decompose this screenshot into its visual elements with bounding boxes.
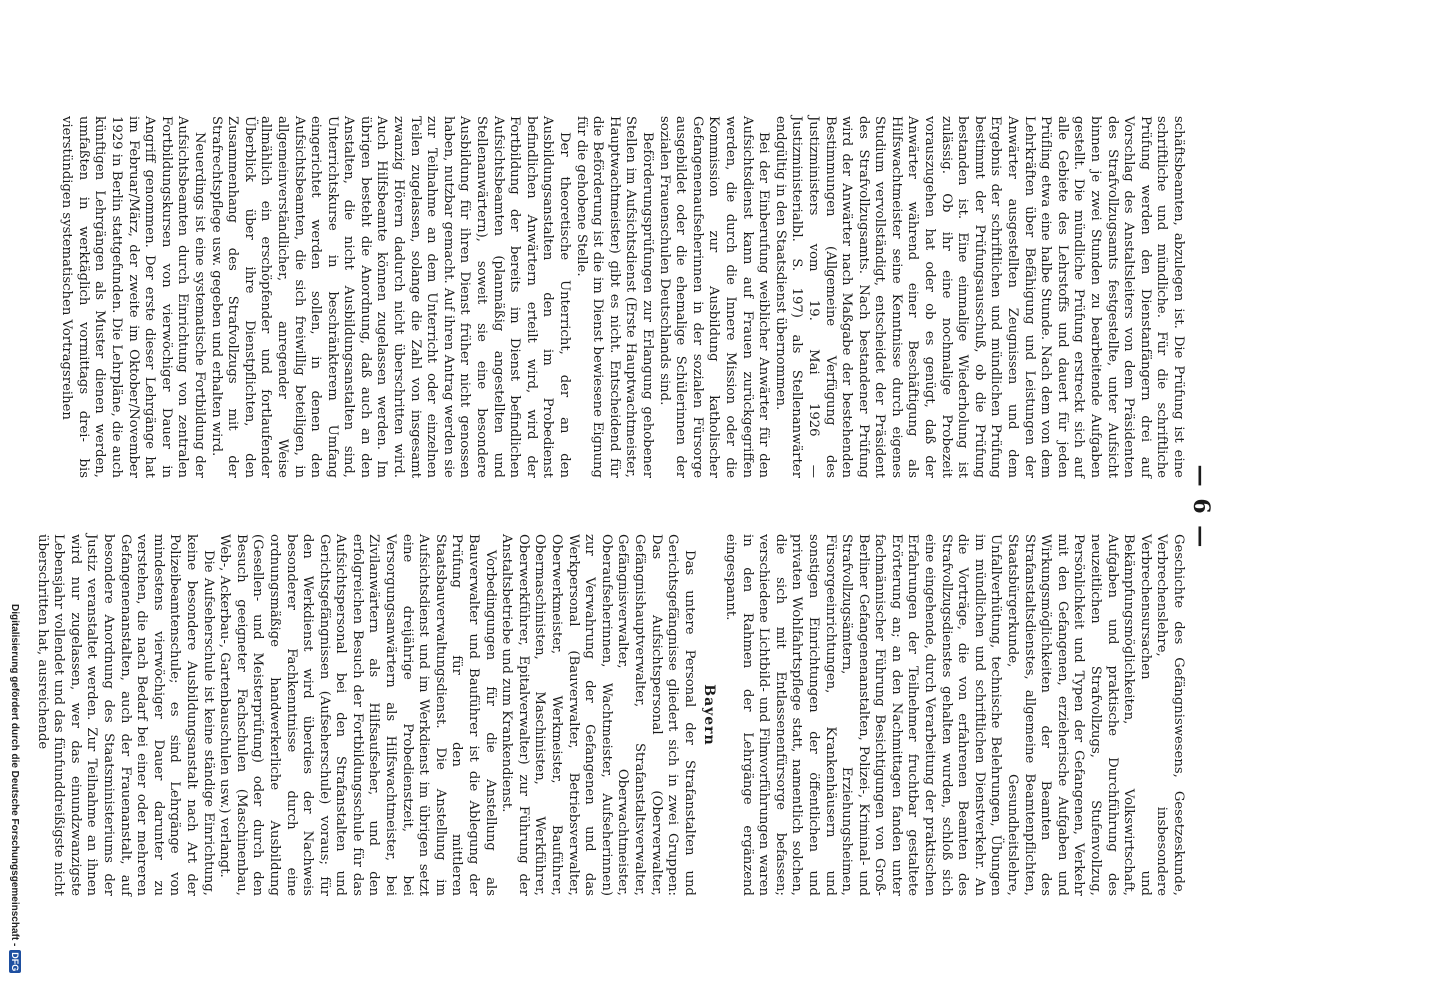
stamp-text: Digitalisierung gefördert durch die Deutsche Forschungsgemeinschaft -: [9, 604, 21, 947]
paragraph: Das untere Personal der Strafanstalten und Gerichtsgefängnisse gliedert sich in zwei Gruppen: Das Aufsichtspersonal (Oberverwalter, Gefängnishauptverwalter, Strafanstaltsverwalter, Gefängnisverwalter, Oberwachtmeister, Oberaufseherinnen, Wachtmeister, Aufseherinnen) zur Verwahrung der Gefangenen und das Werkpersonal (Bauverwalter, Betriebsverwalter, Oberwerkmeister, Werkmeister, Bauführer, Obermaschinisten, Maschinisten, Werkführer, Oberwerkführer, Epitalverwalter) zur Führung der Anstaltsbetriebe und zum Krankendienst.: [499, 534, 697, 896]
text-column-left: [58, 116, 1186, 478]
paragraph: Die Aufseherschule ist keine ständige Einrichtung, keine besondere Ausbildungsanstalt nach Art der Polizeibeamtenschule; es sind Lehrgänge von mindestens vierwöchiger Dauer darunter zu verstehen, die nach Bedarf bei einer oder mehreren Gefangenenanstalten, auch der Frauenanstalt, auf besondere Anordnung des Staatsministeriums der Justiz veranstaltet werden. Zur Teilnahme an ihnen wird nur zugelassen, wer das einundzwanzigste Lebensjahr vollendet und das fünfunddreißigste nicht überschritten hat, ausreichende: [34, 534, 216, 896]
text-column-right: [33, 534, 1186, 896]
paragraph: Vorbedingungen für die Anstellung als Bauverwalter und Bauführer ist die Ablegung der Prüfung für den mittleren Staatsbauverwaltungsdienst. Die Anstellung im Aufsichtsdienst und im Werkdienst im übrigen setzt eine dreijährige Probedienstzeit, bei Versorgungsanwärtern als Hilfswachtmeister, bei Zivilanwärtern als Hilfsaufseher, und den erfolgreichen Besuch der Fortbildungsschule für das Aufsichtspersonal bei den Strafanstalten und Gerichtsgefängnissen (Aufseherschule) voraus; für den Werkdienst wird überdies der Nachweis besonderer Fachkenntnisse durch eine ordnungsmäßige handwerkerliche Ausbildung (Gesellen- und Meisterprüfung) oder durch den Besuch geeigneter Fachschulen (Maschinenbau, Web-, Ackerbau-, Gartenbauschulen usw.) verlangt.: [217, 534, 498, 896]
paragraph: Geschichte des Gefängniswesens, Gesetzeskunde, Verbrechenslehre, insbesondere Verbrechensursachen und Bekämpfungsmöglichkeiten, Volkswirtschaft, Aufgaben und praktische Durchführung des neuzeitlichen Strafvollzugs, Stufenvollzug, Persönlichkeit und Typen der Gefangenen, Verkehr mit den Gefangenen, erzieherische Aufgaben und Wirkungsmöglichkeiten der Beamten des Strafanstaltsdienstes, allgemeine Beamtenpflichten, Staatsbürgerkunde, Gesundheitslehre, Unfallverhütung, technische Belehrungen, Übungen im mündlichen und schriftlichen Dienstverkehr. An die Vorträge, die von erfahrenen Beamten des Strafvollzugsdienstes gehalten wurden, schloß sich eine eingehende, durch Verarbeitung der praktischen Erfahrungen der Teilnehmer fruchtbar gestaltete Erörterung an; an den Nachmittagen fanden unter fachmännischer Führung Besichtigungen von Groß-Berliner Gefangenenanstalten, Polizei-, Kriminal- und Strafvollzugsämtern, Erziehungsheimen, Fürsorgeeinrichtungen, Krankenhäusern und sonstigen Einrichtungen der öffentlichen und privaten Wohlfahrtspflege statt, namentlich solchen, die sich mit Entlassenenfürsorge befassen; verschiedene Lichtbild- und Filmvorführungen waren in den Rahmen der Lehrgänge ergänzend eingespannt.: [722, 534, 1186, 896]
section-heading: Bayern: [701, 684, 718, 746]
dfg-logo: DFG: [10, 952, 20, 972]
paragraph: Der theoretische Unterricht, der an den Ausbildungsanstalten den im Probedienst befindlichen Anwärtern erteilt wird, wird der Fortbildung der bereits im Dienst befindlichen Aufsichtsbeamten (planmäßig angestellten und Stellenanwärtern), soweit sie eine besondere Ausbildung für ihren Dienst früher nicht genossen haben, nutzbar gemacht. Auf ihren Antrag werden sie zur Teilnahme an dem Unterricht oder einzelnen Teilen zugelassen, solange die Zahl von insgesamt zwanzig Hörern dadurch nicht überschritten wird. Auch Hilfsbeamte können zugelassen werden. Im übrigen besteht die Anordnung, daß auch an den Anstalten, die nicht Ausbildungsanstalten sind, Unterrichtskurse in beschränkterem Umfang eingerichtet werden sollen, in denen den Aufsichtsbeamten, die sich freiwillig beteiligen, in allgemeinverständlicher, anregender Weise allmählich ein erschöpfender und fortlaufender Überblick über ihre Dienstpflichten, den Zusammenhang des Strafvollzugs mit der Strafrechtspflege usw. gegeben und erhalten wird.: [208, 116, 573, 478]
paragraph: schäftsbeamten, abzulegen ist. Die Prüfung ist eine schriftliche und mündliche. Für die schriftliche Prüfung werden den Dienstanfängern drei auf Vorschlag des Anstaltsleiters von dem Präsidenten des Strafvollzugsamts festgestellte, unter Aufsicht binnen je zwei Stunden zu bearbeitende Aufgaben gestellt. Die mündliche Prüfung erstreckt sich auf alle Gebiete des Lehrstoffs und dauert für jeden Prüfling etwa eine halbe Stunde. Nach dem von dem Lehrkräften über Befähigung und Leistungen der Anwärter ausgestellten Zeugnissen und dem Ergebnis der schriftlichen und mündlichen Prüfung bestimmt der Prüfungsausschuß, ob die Prüfung bestanden ist. Eine einmalige Wiederholung ist zulässig. Ob ihr eine nochmalige Probezeit vorauszugehen hat oder ob es genügt, daß der Anwärter während einer Beschäftigung als Hilfswachtmeister seine Kenntnisse durch eigenes Studium vervollständigt, entscheidet der Präsident des Strafvollzugsamts. Nach bestandener Prüfung wird der Anwärter nach Maßgabe der bestehenden Bestimmungen (Allgemeine Verfügung des Justizministers vom 19. Mai 1926 — Justizministerialbl. S. 197) als Stellenanwärter endgültig in den Staatsdienst übernommen.: [772, 116, 1186, 478]
paragraph: Bei der Einberufung weiblicher Anwärter für den Aufsichtsdienst kann auf Frauen zurückgegriffen werden, die durch die Innere Mission oder die Kommission zur Ausbildung katholischer Gefangenenaufseherinnen in der sozialen Fürsorge ausgebildet oder die ehemalige Schülerinnen der sozialen Frauenschulen Deutschlands sind.: [656, 116, 772, 478]
digitization-stamp: [8, 604, 22, 990]
scanned-page: [34, 116, 1214, 1000]
paragraph: Beförderungsprüfungen zur Erlangung gehobener Stellen im Aufsichtsdienst (Erste Hauptwachtmeister, Hauptwachtmeister) gibt es nicht. Entscheidend für die Beförderung ist die im Dienst bewiesene Eignung für die gehobene Stelle.: [573, 116, 655, 478]
page-content: [34, 116, 1214, 896]
paragraph: Neuerdings ist eine systematische Fortbildung der Aufsichtsbeamten durch Einrichtung von zentralen Fortbildungskursen von vierwöchiger Dauer in Angriff genommen. Der erste dieser Lehrgänge hat im Februar/März, der zweite im Oktober/November 1929 in Berlin stattgefunden. Die Lehrpläne, die auch künftigen Lehrgängen als Muster dienen werden, umfaßten in werktäglich vormittags drei- bis vierstündigen systematischen Vortragsreihen: [59, 116, 207, 478]
page-number: — 6 —: [1188, 464, 1214, 550]
